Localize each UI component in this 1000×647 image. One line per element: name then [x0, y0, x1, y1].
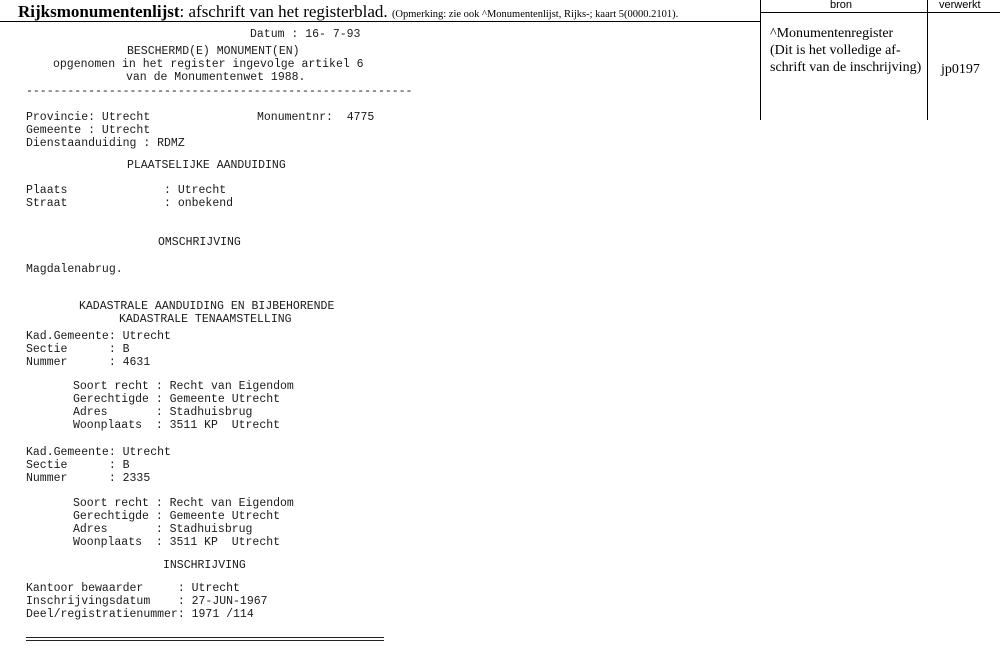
dash-separator: --------------------------------------------------------	[26, 85, 413, 98]
deel-registratienummer-field: Deel/registratienummer: 1971 /114	[26, 608, 254, 621]
inschrijvingsdatum-field: Inschrijvingsdatum : 27-JUN-1967	[26, 595, 268, 608]
bron-line-3: schrift van de inschrijving)	[770, 60, 922, 75]
gemeente-field: Gemeente : Utrecht	[26, 124, 151, 137]
header-title-rest: : afschrift van het registerblad.	[179, 2, 388, 21]
bron-cell	[770, 25, 930, 76]
side-table-header-rule	[760, 12, 1000, 13]
provincie-field: Provincie: Utrecht	[26, 111, 151, 124]
verwerkt-cell: jp0197	[941, 62, 980, 77]
parcel-1-soort-recht: Soort recht : Recht van Eigendom	[73, 380, 294, 393]
parcel-1-gerechtigde: Gerechtigde : Gemeente Utrecht	[73, 393, 281, 406]
dienstaanduiding-field: Dienstaanduiding : RDMZ	[26, 137, 185, 150]
parcel-2-sectie: Sectie : B	[26, 459, 130, 472]
parcel-1-adres: Adres : Stadhuisbrug	[73, 406, 253, 419]
parcel-2-gerechtigde: Gerechtigde : Gemeente Utrecht	[73, 510, 281, 523]
omschrijving-text: Magdalenabrug.	[26, 263, 123, 276]
parcel-2-adres: Adres : Stadhuisbrug	[73, 523, 253, 536]
monumentnr-field: Monumentnr: 4775	[257, 111, 375, 124]
heading-line-1: BESCHERMD(E) MONUMENT(EN)	[127, 45, 300, 58]
parcel-2-soort-recht: Soort recht : Recht van Eigendom	[73, 497, 294, 510]
header-note: (Opmerking: zie ook ^Monumentenlijst, Rijks-; kaart 5(0000.2101).	[391, 9, 679, 20]
straat-field: Straat : onbekend	[26, 197, 234, 210]
heading-line-2: opgenomen in het register ingevolge artikel 6	[53, 58, 364, 71]
closing-double-rule-top	[26, 637, 384, 638]
plaats-field: Plaats : Utrecht	[26, 184, 227, 197]
parcel-1-sectie: Sectie : B	[26, 343, 130, 356]
omschrijving-heading: OMSCHRIJVING	[158, 236, 241, 249]
bron-line-1: ^Monumentenregister	[770, 26, 894, 41]
closing-double-rule-bottom	[26, 640, 384, 641]
parcel-1-kad-gemeente: Kad.Gemeente: Utrecht	[26, 330, 171, 343]
parcel-1-nummer: Nummer : 4631	[26, 356, 151, 369]
parcel-1-woonplaats: Woonplaats : 3511 KP Utrecht	[73, 419, 281, 432]
heading-line-3: van de Monumentenwet 1988.	[126, 71, 306, 84]
inschrijving-heading: INSCHRIJVING	[163, 559, 246, 572]
bron-line-2: (Dit is het volledige af-	[770, 43, 901, 58]
parcel-2-woonplaats: Woonplaats : 3511 KP Utrecht	[73, 536, 281, 549]
datum-line: Datum : 16- 7-93	[250, 28, 361, 41]
kadastrale-heading-2: KADASTRALE TENAAMSTELLING	[119, 313, 292, 326]
plaatselijke-aanduiding-heading: PLAATSELIJKE AANDUIDING	[127, 159, 286, 172]
header-title-bold: Rijksmonumentenlijst	[18, 2, 180, 21]
kantoor-bewaarder-field: Kantoor bewaarder : Utrecht	[26, 582, 240, 595]
kadastrale-heading-1: KADASTRALE AANDUIDING EN BIJBEHORENDE	[79, 300, 335, 313]
col-header-bron: bron	[830, 0, 853, 11]
col-header-verwerkt: verwerkt	[939, 0, 981, 11]
parcel-2-kad-gemeente: Kad.Gemeente: Utrecht	[26, 446, 171, 459]
header-rule	[0, 21, 760, 22]
side-table-left-border	[760, 0, 761, 120]
parcel-2-nummer: Nummer : 2335	[26, 472, 151, 485]
